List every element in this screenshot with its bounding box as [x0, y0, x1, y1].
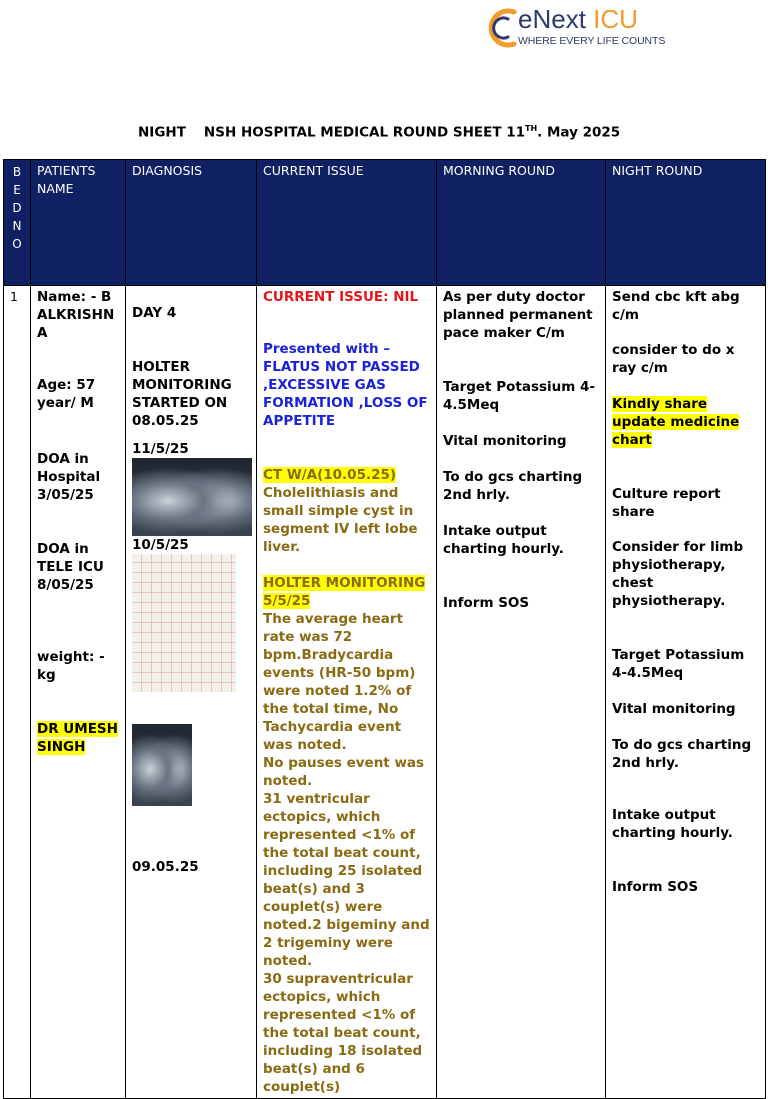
title-shift: NIGHT — [138, 124, 186, 141]
night-item-9: Intake output charting hourly. — [612, 807, 733, 841]
cell-current-issue — [257, 286, 437, 1099]
header-current-issue: CURRENT ISSUE — [257, 160, 437, 286]
enext-icu-logo — [484, 4, 676, 52]
holter-text-1: The average heart rate was 72 bpm.Bradycardia events (HR-50 bpm) were noted 1.2% of the total time, No Tachycardia event was noted. — [263, 611, 416, 753]
holter-text-4: 30 supraventricular ectopics, which represented <1% of the total beat count, including 18 isolated beat(s) and 6 couplet(s) — [263, 971, 423, 1095]
night-item-8: To do gcs charting 2nd hrly. — [612, 737, 752, 771]
diagnosis-day: DAY 4 — [132, 305, 177, 321]
night-item-2: consider to do x ray c/m — [612, 342, 735, 376]
night-item-4: Culture report share — [612, 486, 721, 520]
title-superscript: TH — [525, 124, 538, 133]
header-morning-round: MORNING ROUND — [437, 160, 606, 286]
morning-item-2: Target Potassium 4-4.5Meq — [443, 379, 596, 413]
morning-item-6: Inform SOS — [443, 595, 530, 611]
page-title — [138, 124, 620, 141]
chest-xray-image-2 — [132, 724, 192, 806]
cell-night-round — [606, 286, 766, 1099]
title-text: NSH HOSPITAL MEDICAL ROUND SHEET 11 — [203, 124, 526, 141]
night-item-1: Send cbc kft abg c/m — [612, 289, 740, 323]
morning-item-4: To do gcs charting 2nd hrly. — [443, 469, 583, 503]
cell-morning-round — [437, 286, 606, 1099]
table-row — [4, 286, 766, 1099]
doa-hospital-date: 3/05/25 — [37, 487, 94, 503]
night-item-7: Vital monitoring — [612, 701, 736, 717]
cell-patient — [31, 286, 126, 1099]
logo-brand: eNext ICU — [518, 4, 638, 34]
round-sheet-table — [3, 159, 766, 1099]
diagnosis-holter: HOLTER MONITORING STARTED ON 08.05.25 — [132, 359, 232, 429]
morning-item-5: Intake output charting hourly. — [443, 523, 564, 557]
doctor-name: DR UMESH SINGH — [37, 721, 118, 755]
current-issue-presented: Presented with –FLATUS NOT PASSED ,EXCESSIVE GAS FORMATION ,LOSS OF APPETITE — [263, 341, 428, 429]
diagnosis-date-3: 09.05.25 — [132, 859, 199, 875]
morning-item-3: Vital monitoring — [443, 433, 567, 449]
patient-weight: weight: - kg — [37, 649, 105, 683]
cell-bed-no: 1 — [4, 286, 31, 1099]
doa-tele-label: DOA in TELE ICU — [37, 541, 104, 575]
diagnosis-date-2: 10/5/25 — [132, 537, 189, 553]
header-diagnosis: DIAGNOSIS — [126, 160, 257, 286]
night-item-5: Consider for limb physiotherapy, chest physiotherapy. — [612, 539, 744, 609]
night-item-6: Target Potassium 4-4.5Meq — [612, 647, 745, 681]
night-item-10: Inform SOS — [612, 879, 699, 895]
header-night-round: NIGHT ROUND — [606, 160, 766, 286]
morning-item-1: As per duty doctor planned permanent pace maker C/m — [443, 289, 593, 341]
holter-heading: HOLTER MONITORING 5/5/25 — [263, 575, 426, 609]
doa-hospital-label: DOA in Hospital — [37, 451, 101, 485]
ct-heading: CT W/A(10.05.25) — [263, 467, 397, 483]
header-bed-no: B E D N O — [4, 160, 31, 286]
ct-text: Cholelithiasis and small simple cyst in segment IV left lobe liver. — [263, 485, 418, 555]
ecg-strip-image — [132, 554, 236, 692]
patient-name: Name: - BALKRISHNA — [37, 289, 115, 341]
holter-text-3: 31 ventricular ectopics, which represented <1% of the total beat count, including 25 isolated beat(s) and 3 couplet(s) were noted.2 bigeminy and 2 trigeminy were noted. — [263, 791, 430, 969]
logo-tagline: WHERE EVERY LIFE COUNTS — [518, 35, 666, 47]
chest-xray-image — [132, 458, 252, 536]
table-header-row — [4, 160, 766, 286]
logo-mark-icon — [484, 4, 518, 50]
holter-text-2: No pauses event was noted. — [263, 755, 425, 789]
header-patients-name: PATIENTS NAME — [31, 160, 126, 286]
diagnosis-date-1: 11/5/25 — [132, 441, 189, 457]
doa-tele-date: 8/05/25 — [37, 577, 94, 593]
current-issue-nil: CURRENT ISSUE: NIL — [263, 289, 419, 305]
night-item-3: Kindly share update medicine chart — [612, 396, 740, 448]
title-date: . May 2025 — [537, 124, 621, 141]
cell-diagnosis — [126, 286, 257, 1099]
patient-age: Age: 57 year/ M — [37, 377, 96, 411]
